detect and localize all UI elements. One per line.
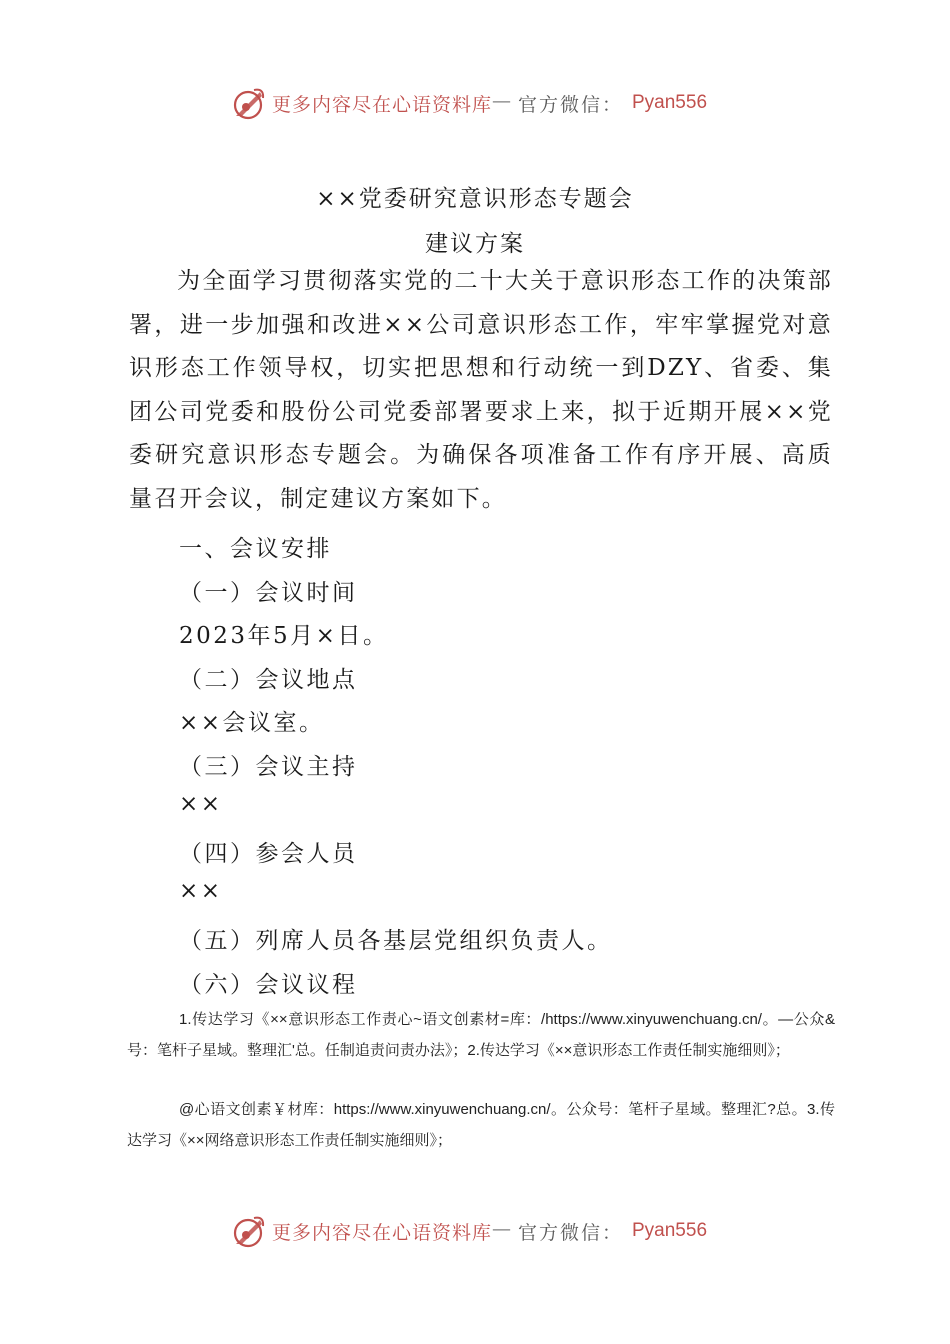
agenda-paragraph-2 <box>127 1094 835 1156</box>
item-observers: （五）列席人员各基层党组织负责人。 <box>179 928 613 954</box>
agenda-paragraph-1 <box>127 1004 835 1066</box>
agenda-text-2: @心语文创素￥材库：https://www.xinyuwenchuang.cn/。公众号：笔杆子星域。整理汇?总。3.传达学习《××网络意识形态工作责任制实施细则》； <box>127 1101 835 1149</box>
item-heading-place: （二）会议地点 <box>179 667 358 693</box>
intro-paragraph: 为全面学习贯彻落实党的二十大关于意识形态工作的决策部署，进一步加强和改进××公司意识形态工作，牢牢掌握党对意识形态工作领导权，切实把思想和行动统一到DZY、省委、集团公司党委和股份公司党委部署要求上来，拟于近期开展××党委研究意识形态专题会。为确保各项准备工作有序开展、高质量召开会议，制定建议方案如下。 <box>129 268 833 512</box>
item-value-time: 2023年5月×日。 <box>179 623 389 649</box>
doc-title: ××党委研究意识形态专题会 <box>316 186 634 212</box>
footer-banner-dash: — <box>492 1218 511 1240</box>
item-heading-host: （三）会议主持 <box>179 754 358 780</box>
item-value-place: ××会议室。 <box>179 710 325 736</box>
item-heading-time: （一）会议时间 <box>179 580 358 606</box>
banner-title: 更多内容尽在心语资料库 <box>272 94 493 116</box>
item-value-attendees: ×× <box>179 878 223 904</box>
agenda-text-1: 1.传达学习《××意识形态工作责心~语文创素材=库：/https://www.xinyuwenchuang.cn/。—公众&号：笔杆子星域。整理汇'总。任制追责问责办法》；2.传达学习《××意识形态工作责任制实施细则》； <box>127 1011 835 1059</box>
doc-subtitle: 建议方案 <box>425 231 525 257</box>
banner-dash: — <box>492 90 511 112</box>
item-heading-agenda: （六）会议议程 <box>179 972 358 998</box>
footer-banner-title: 更多内容尽在心语资料库 <box>272 1222 493 1244</box>
footer-banner-wechat-id: Pyan556 <box>632 1220 708 1241</box>
banner-wechat-id: Pyan556 <box>632 92 708 113</box>
quill-logo-icon <box>230 86 266 122</box>
item-heading-attendees: （四）参会人员 <box>179 841 358 867</box>
banner-wechat-label: 官方微信： <box>518 94 624 116</box>
item-value-host: ×× <box>179 791 223 817</box>
header-banner <box>0 84 950 124</box>
footer-banner-wechat-label: 官方微信： <box>518 1222 624 1244</box>
section-heading: 一、会议安排 <box>179 536 332 562</box>
footer-banner <box>0 1212 950 1252</box>
quill-logo-icon <box>230 1214 266 1250</box>
